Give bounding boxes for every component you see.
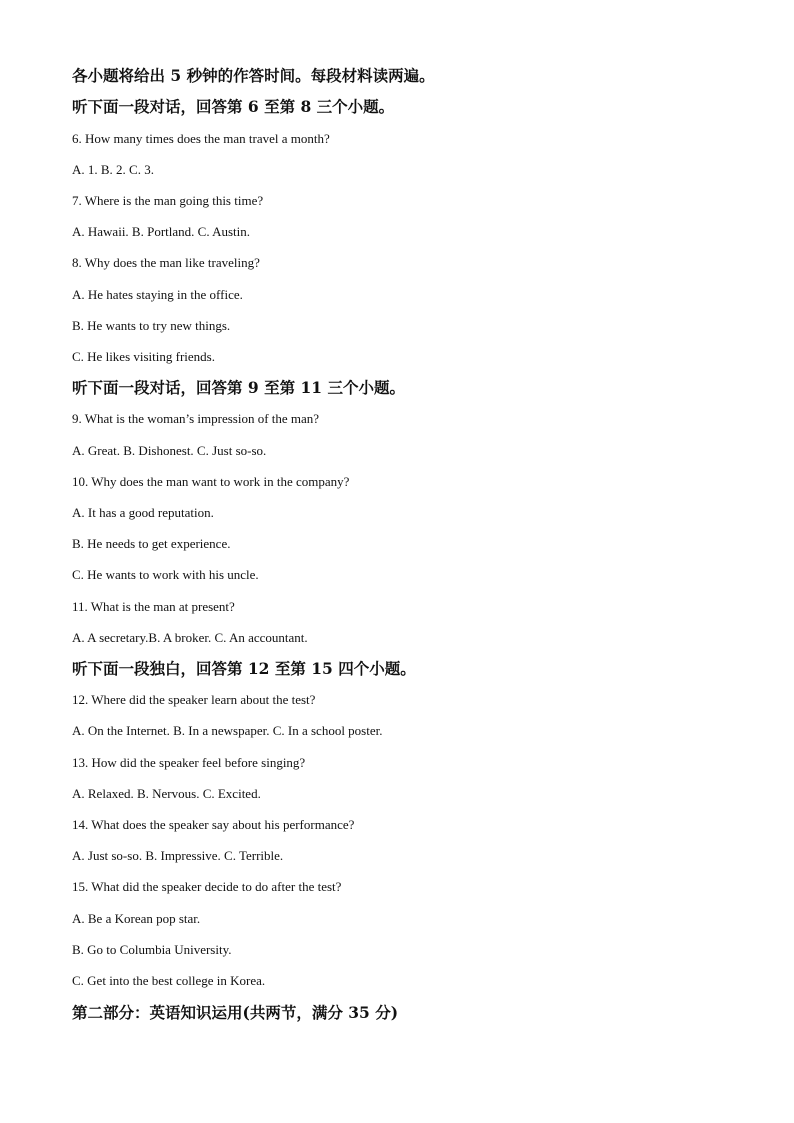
question-12: 12. Where did the speaker learn about the test? (72, 692, 316, 707)
question-8-option-c: C. He likes visiting friends. (72, 349, 215, 364)
question-12-options: A. On the Internet. B. In a newspaper. C. In a school poster. (72, 723, 383, 738)
question-11-options: A. A secretary.B. A broker. C. An accountant. (72, 630, 308, 645)
question-10: 10. Why does the man want to work in the company? (72, 474, 350, 489)
question-15-option-b: B. Go to Columbia University. (72, 942, 232, 957)
question-13-options: A. Relaxed. B. Nervous. C. Excited. (72, 786, 261, 801)
section-heading-9-11: 听下面一段对话，回答第 9 至第 11 三个小题。 (72, 378, 405, 397)
question-8-option-b: B. He wants to try new things. (72, 318, 231, 333)
question-14-options: A. Just so-so. B. Impressive. C. Terrible. (72, 848, 284, 863)
question-10-option-c: C. He wants to work with his uncle. (72, 567, 259, 582)
question-7: 7. Where is the man going this time? (72, 193, 264, 208)
question-10-option-a: A. It has a good reputation. (72, 505, 214, 520)
question-7-options: A. Hawaii. B. Portland. C. Austin. (72, 224, 251, 239)
question-9: 9. What is the woman’s impression of the man? (72, 411, 320, 426)
instruction-heading: 各小题将给出 5 秒钟的作答时间。每段材料读两遍。 (72, 66, 435, 85)
question-13: 13. How did the speaker feel before singing? (72, 755, 306, 770)
question-9-options: A. Great. B. Dishonest. C. Just so-so. (72, 443, 267, 458)
question-15-option-a: A. Be a Korean pop star. (72, 911, 201, 926)
question-14: 14. What does the speaker say about his performance? (72, 817, 355, 832)
section-heading-6-8: 听下面一段对话，回答第 6 至第 8 三个小题。 (72, 97, 395, 116)
question-6-options: A. 1. B. 2. C. 3. (72, 162, 154, 177)
section-heading-12-15: 听下面一段独白，回答第 12 至第 15 四个小题。 (72, 659, 416, 678)
question-15-option-c: C. Get into the best college in Korea. (72, 973, 266, 988)
question-8-option-a: A. He hates staying in the office. (72, 287, 243, 302)
question-15: 15. What did the speaker decide to do after the test? (72, 879, 342, 894)
question-6: 6. How many times does the man travel a month? (72, 131, 330, 146)
part-two-heading: 第二部分：英语知识运用(共两节，满分 35 分) (72, 1003, 399, 1022)
question-10-option-b: B. He needs to get experience. (72, 536, 231, 551)
question-8: 8. Why does the man like traveling? (72, 255, 260, 270)
question-11: 11. What is the man at present? (72, 599, 235, 614)
